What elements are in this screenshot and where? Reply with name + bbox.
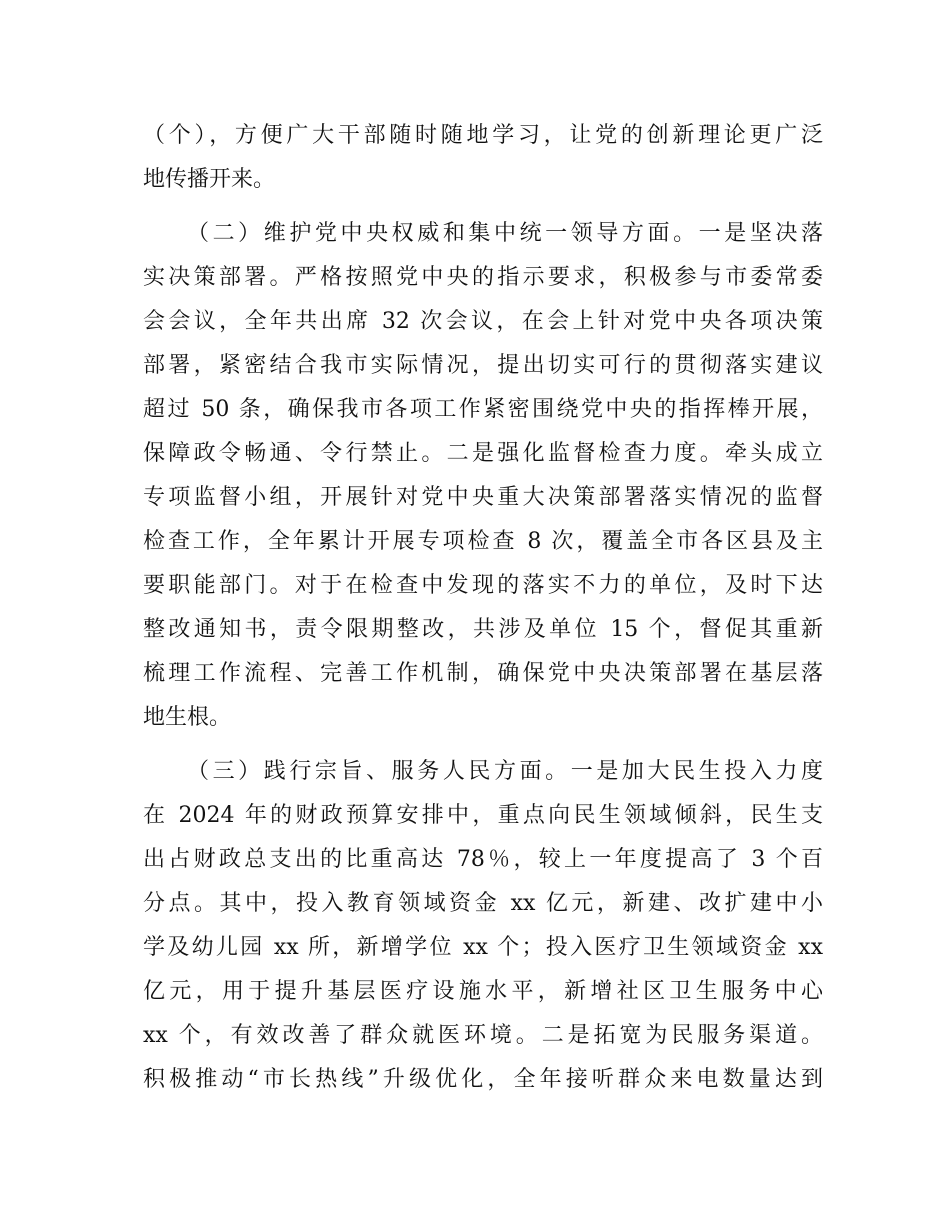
text-line: 积极推动“市长热线”升级优化，全年接听群众来电数量达到 — [143, 1067, 823, 1092]
text-line: 超过 50 条，确保我市各项工作紧密围绕党中央的指挥棒开展， — [143, 397, 823, 422]
text-line: 地传播开来。 — [143, 167, 276, 192]
text-line: 在 2024 年的财政预算安排中，重点向民生领域倾斜，民生支 — [143, 803, 823, 828]
text-line: 要职能部门。对于在检查中发现的落实不力的单位，及时下达 — [143, 573, 823, 598]
paragraph-2 — [143, 212, 823, 740]
text-line: 学及幼儿园 xx 所，新增学位 xx 个；投入医疗卫生领域资金 xx — [143, 935, 823, 960]
text-line: 保障政令畅通、令行禁止。二是强化监督检查力度。牵头成立 — [143, 441, 823, 466]
text-line: 专项监督小组，开展针对党中央重大决策部署落实情况的监督 — [143, 485, 823, 510]
paragraph-3 — [143, 750, 823, 1102]
text-line: 检查工作，全年累计开展专项检查 8 次，覆盖全市各区县及主 — [143, 529, 823, 554]
text-line: （个），方便广大干部随时随地学习，让党的创新理论更广泛 — [143, 123, 823, 148]
text-line: （二）维护党中央权威和集中统一领导方面。一是坚决落 — [187, 221, 823, 246]
text-line: 亿元，用于提升基层医疗设施水平，新增社区卫生服务中心 — [143, 979, 823, 1004]
document-body — [143, 114, 823, 1112]
text-line: 分点。其中，投入教育领域资金 xx 亿元，新建、改扩建中小 — [143, 891, 823, 916]
text-line: （三）践行宗旨、服务人民方面。一是加大民生投入力度 — [187, 759, 823, 784]
text-line: 部署，紧密结合我市实际情况，提出切实可行的贯彻落实建议 — [143, 353, 823, 378]
text-line: 会会议，全年共出席 32 次会议，在会上针对党中央各项决策 — [143, 309, 823, 334]
paragraph-1 — [143, 114, 823, 202]
text-line: 梳理工作流程、完善工作机制，确保党中央决策部署在基层落 — [143, 661, 823, 686]
text-line: 实决策部署。严格按照党中央的指示要求，积极参与市委常委 — [143, 265, 823, 290]
text-line: 整改通知书，责令限期整改，共涉及单位 15 个，督促其重新 — [143, 617, 823, 642]
text-line: 出占财政总支出的比重高达 78％，较上一年度提高了 3 个百 — [143, 847, 823, 872]
text-line: xx 个，有效改善了群众就医环境。二是拓宽为民服务渠道。 — [143, 1023, 823, 1048]
text-line: 地生根。 — [143, 705, 232, 730]
